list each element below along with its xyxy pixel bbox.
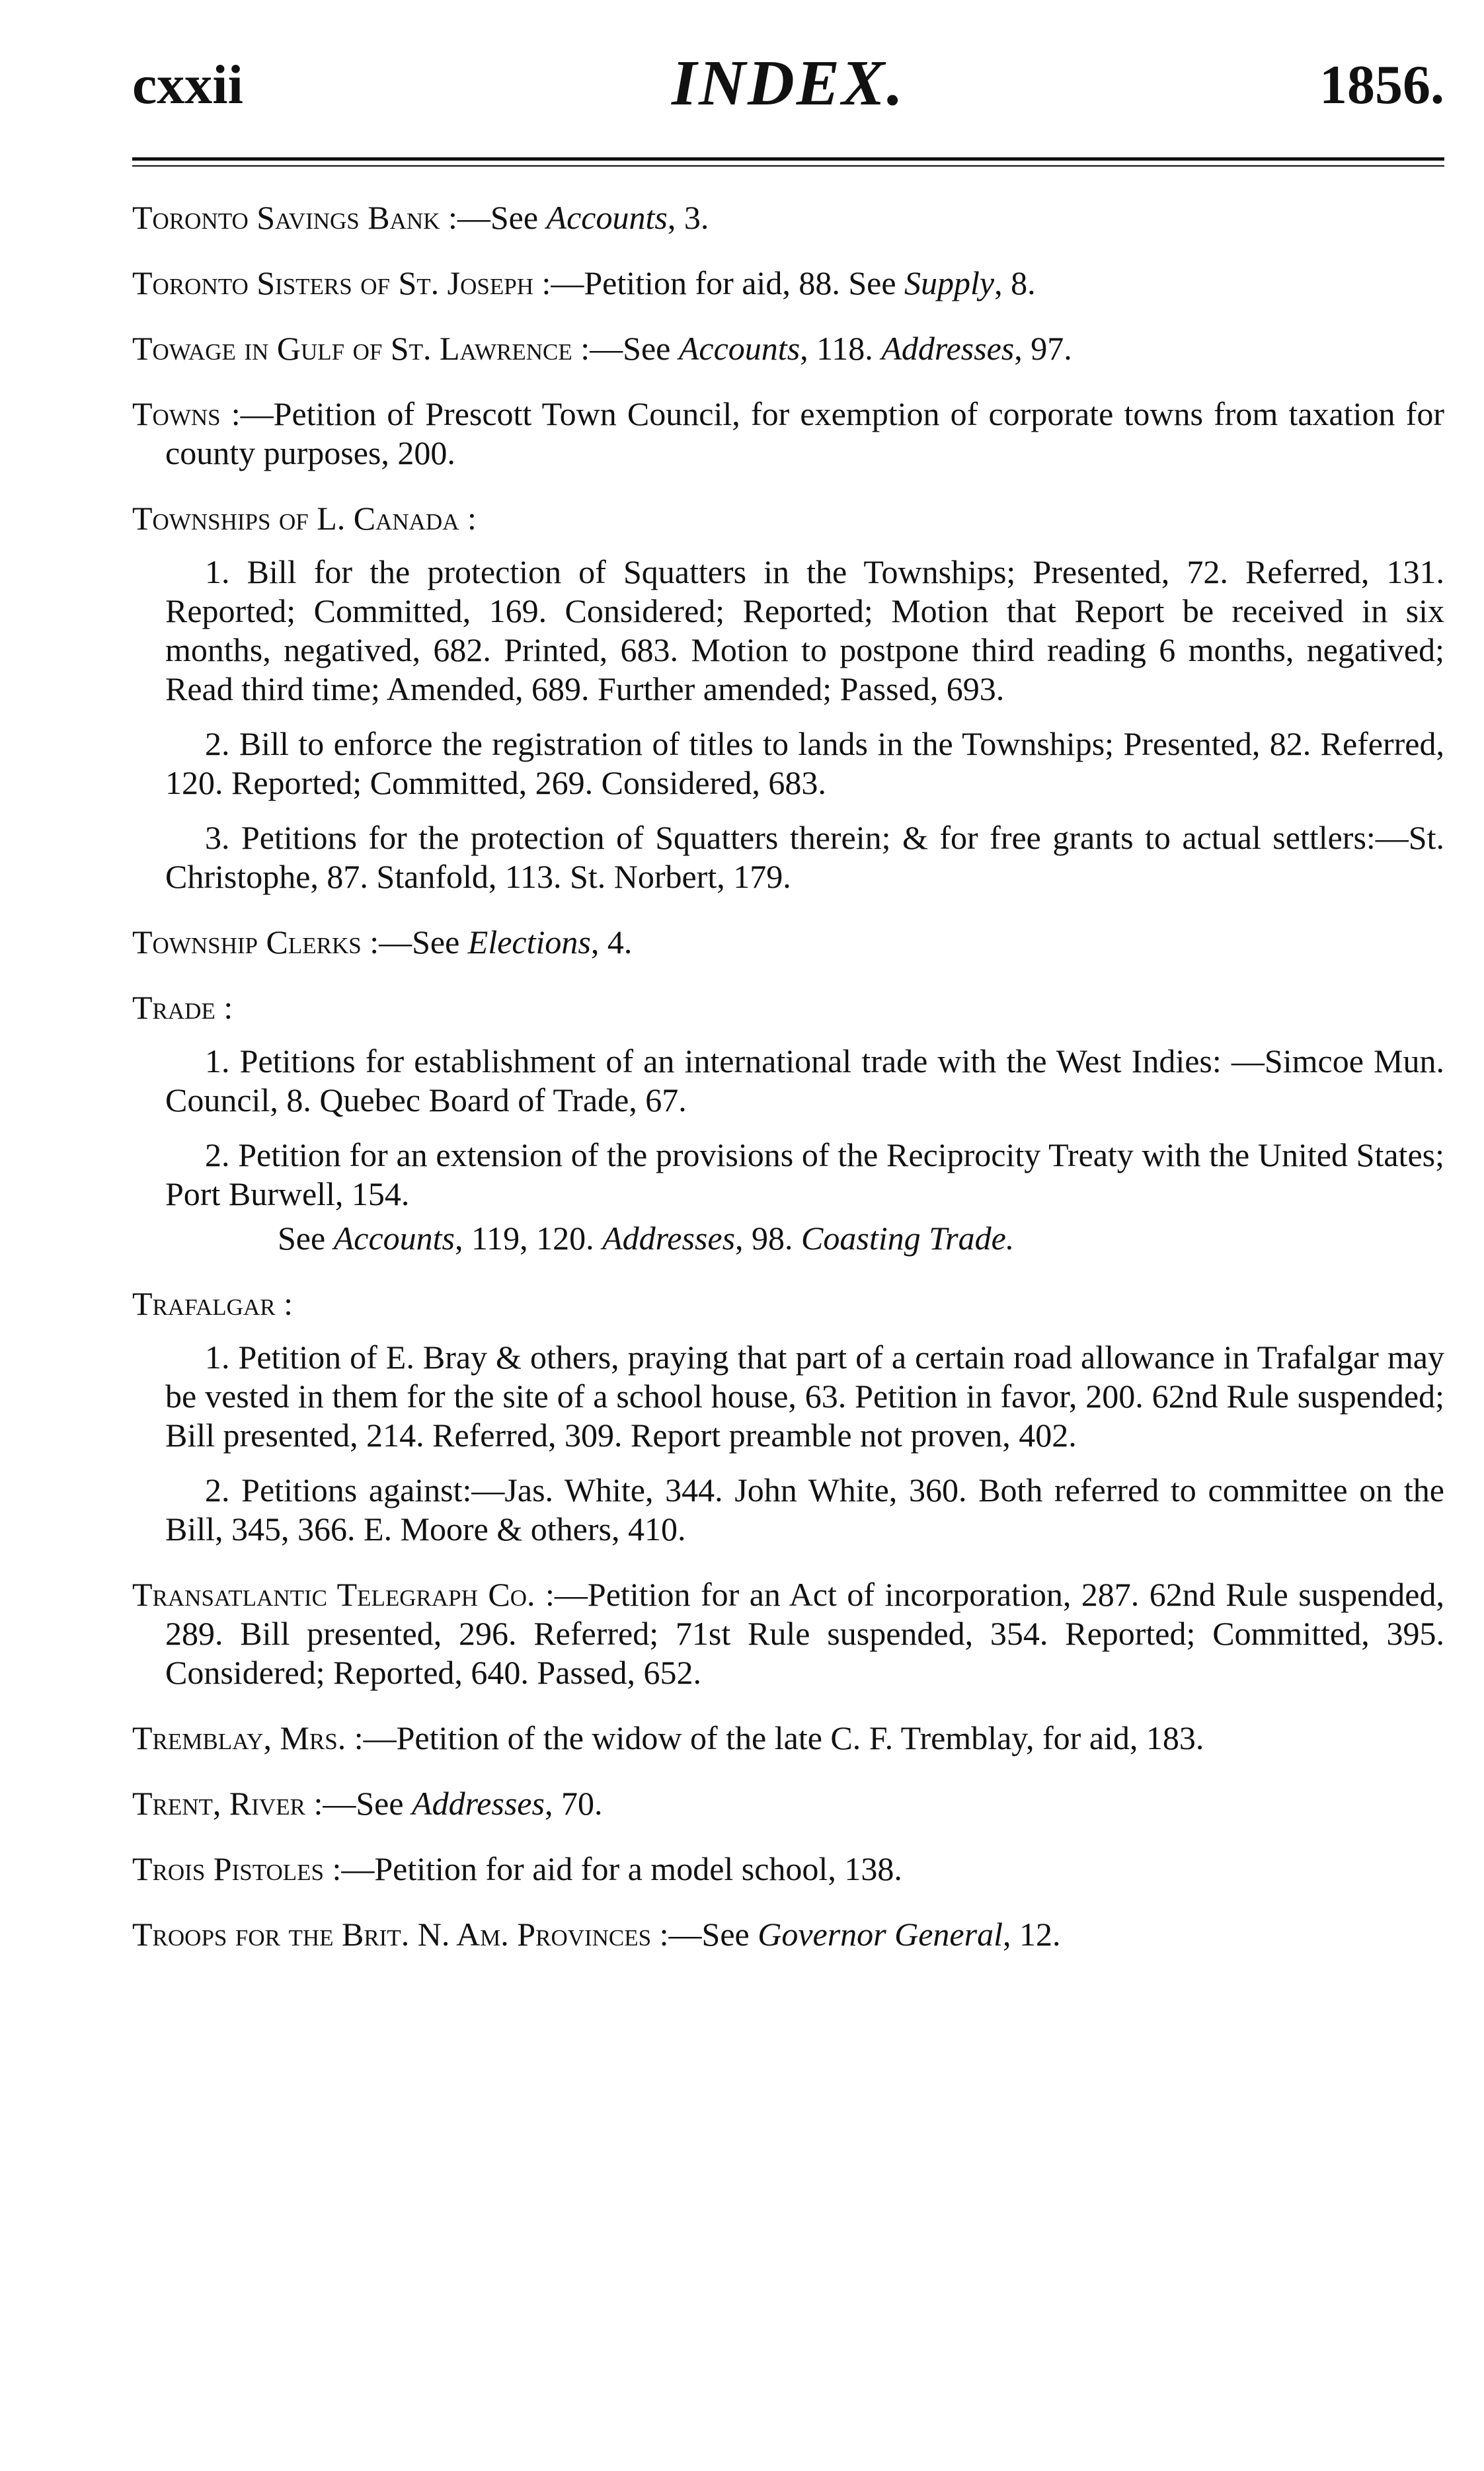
header-rule-thin xyxy=(132,165,1444,167)
entry-heading: Trent, River xyxy=(132,1785,305,1822)
sub-entry: 2. Petitions against:—Jas. White, 344. John White, 360. Both referred to committee on the Bill, 345, 366. E. Moore & others, 410. xyxy=(165,1471,1444,1548)
page-header xyxy=(132,46,1444,126)
page-year: 1856. xyxy=(1319,54,1444,116)
entry-heading: Towns xyxy=(132,395,221,432)
entry-heading: Trois Pistoles xyxy=(132,1850,324,1887)
entry-heading: Tremblay, Mrs. xyxy=(132,1719,346,1756)
entry-heading: Trafalgar xyxy=(132,1285,276,1322)
cross-reference: Coasting Trade. xyxy=(801,1220,1015,1257)
entry-heading: Troops for the Brit. N. Am. Provinces xyxy=(132,1916,652,1953)
sub-entry: 2. Bill to enforce the registration of titles to lands in the Townships; Presented, 82. Referred, 120. Reported; Committed, 269. Considered, 683. xyxy=(165,725,1444,801)
entry-towage: Towage in Gulf of St. Lawrence :—See Accounts, 118. Addresses, 97. xyxy=(132,330,1072,367)
cross-reference: Accounts xyxy=(678,330,801,367)
entry-toronto-savings-bank: Toronto Savings Bank :—See Accounts, 3. xyxy=(132,199,709,236)
sub-entry: 3. Petitions for the protection of Squatters therein; & for free grants to actual settlers:—St. Christophe, 87. Stanfold, 113. St. Norbert, 179. xyxy=(165,819,1444,895)
entry-heading: Towage in Gulf of St. Lawrence xyxy=(132,330,572,367)
see-also: See Accounts, 119, 120. Addresses, 98. Coasting Trade. xyxy=(278,1220,1015,1257)
entry-township-clerks: Township Clerks :—See Elections, 4. xyxy=(132,923,633,961)
page-title: INDEX. xyxy=(672,48,905,119)
sub-entry: 1. Bill for the protection of Squatters in the Townships; Presented, 72. Referred, 131. Reported; Committed, 169. Considered; Reported; Motion that Report be received in six months, negatived, 682. Printed, 683. Motion to postpone third reading 6 months, negatived; Read third time; Amended, 689. Further amended; Passed, 693. xyxy=(165,553,1444,707)
index-content xyxy=(132,198,1444,1981)
entry-heading: Townships of L. Canada xyxy=(132,500,459,537)
sub-entry: 2. Petition for an extension of the provisions of the Reciprocity Treaty with the United States; Port Burwell, 154. xyxy=(165,1136,1444,1212)
cross-reference: Elections xyxy=(467,923,591,961)
sub-entry: 1. Petition of E. Bray & others, praying that part of a certain road allowance in Trafalgar may be vested in them for the site of a school house, 63. Petition in favor, 200. 62nd Rule suspended; Bill presented, 214. Referred, 309. Report preamble not proven, 402. xyxy=(165,1339,1444,1454)
cross-reference: Accounts xyxy=(546,199,668,236)
cross-reference: Addresses xyxy=(602,1220,736,1257)
entry-heading: Toronto Savings Bank xyxy=(132,199,440,236)
cross-reference: Governor General xyxy=(758,1916,1003,1953)
page-number: cxxii xyxy=(132,54,243,116)
entry-trent: Trent, River :—See Addresses, 70. xyxy=(132,1785,603,1822)
entry-towns: Towns :—Petition of Prescott Town Council, for exemption of corporate towns from taxation for county purposes, 200. xyxy=(132,395,1444,471)
sub-entry: 1. Petitions for establishment of an international trade with the West Indies: —Simcoe Mun. Council, 8. Quebec Board of Trade, 67. xyxy=(165,1042,1444,1118)
entry-trois-pistoles: Trois Pistoles :—Petition for aid for a model school, 138. xyxy=(132,1850,902,1887)
cross-reference: Addresses xyxy=(412,1785,545,1822)
cross-reference: Addresses xyxy=(881,330,1015,367)
entry-townships: Townships of L. Canada : xyxy=(132,500,477,537)
entry-heading: Toronto Sisters of St. Joseph xyxy=(132,264,533,301)
entry-toronto-sisters: Toronto Sisters of St. Joseph :—Petition for aid, 88. See Supply, 8. xyxy=(132,264,1036,301)
entry-trafalgar: Trafalgar : xyxy=(132,1285,293,1322)
entry-heading: Township Clerks xyxy=(132,923,362,961)
entry-tremblay: Tremblay, Mrs. :—Petition of the widow of the late C. F. Tremblay, for aid, 183. xyxy=(132,1719,1204,1756)
entry-transatlantic: Transatlantic Telegraph Co. :—Petition for an Act of incorporation, 287. 62nd Rule suspended, 289. Bill presented, 296. Referred; 71st Rule suspended, 354. Reported; Committed, 395. Considered; Reported, 640. Passed, 652. xyxy=(132,1576,1445,1691)
cross-reference: Accounts xyxy=(333,1220,455,1257)
entry-troops: Troops for the Brit. N. Am. Provinces :—See Governor General, 12. xyxy=(132,1916,1061,1953)
entry-trade: Trade : xyxy=(132,989,233,1026)
header-rule-thick xyxy=(132,157,1444,161)
entry-heading: Trade xyxy=(132,989,215,1026)
entry-heading: Transatlantic Telegraph Co. xyxy=(132,1576,535,1613)
cross-reference: Supply xyxy=(904,264,995,301)
